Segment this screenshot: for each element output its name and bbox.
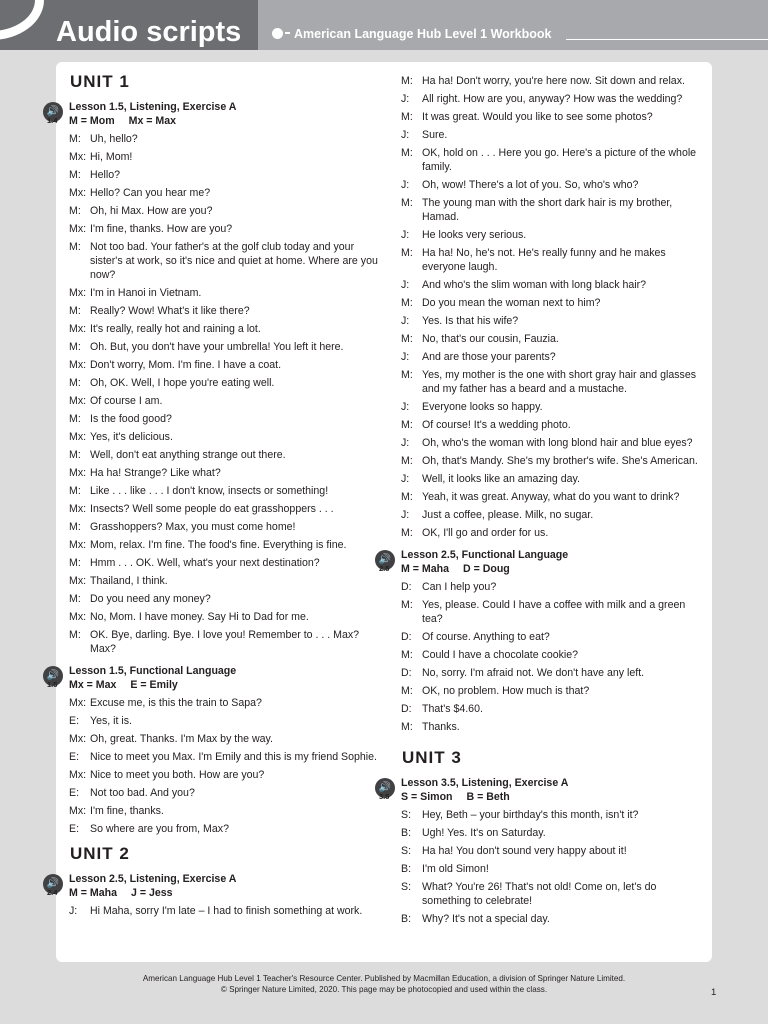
dialogue <box>401 580 703 734</box>
dialogue-text: Really? Wow! What's it like there? <box>90 305 250 317</box>
speaker-label: M: <box>401 599 413 611</box>
dialogue-text: No, Mom. I have money. Say Hi to Dad for me. <box>90 611 309 623</box>
dialogue-line <box>69 448 379 462</box>
dialogue-line <box>69 520 379 534</box>
speaker-label: M: <box>401 455 413 467</box>
lesson-header <box>378 776 703 804</box>
dialogue-text: OK, no problem. How much is that? <box>422 685 590 697</box>
dialogue-line <box>401 436 703 450</box>
dialogue-text: Thanks. <box>422 721 460 733</box>
speaker-label: M: <box>401 369 413 381</box>
lesson-title: Lesson 3.5, Listening, Exercise A <box>401 777 569 789</box>
dialogue <box>69 904 379 918</box>
dialogue-line <box>401 808 703 822</box>
dialogue-text: Just a coffee, please. Milk, no sugar. <box>422 509 594 521</box>
dialogue-line <box>69 484 379 498</box>
dialogue-line <box>69 340 379 354</box>
speaker-label: E: <box>69 787 80 799</box>
character-key <box>69 114 379 128</box>
speaker-label: B: <box>401 913 412 925</box>
dialogue-text: Not too bad. And you? <box>90 787 195 799</box>
speaker-label: M: <box>401 297 413 309</box>
speaker-label: Mx: <box>69 431 87 443</box>
dialogue-text: That's $4.60. <box>422 703 483 715</box>
dialogue-text: Ha ha! Strange? Like what? <box>90 467 221 479</box>
speaker-label: E: <box>69 823 80 835</box>
dialogue-line <box>69 610 379 624</box>
dialogue-text: All right. How are you, anyway? How was the wedding? <box>422 93 683 105</box>
script-section <box>46 872 379 918</box>
dialogue-text: Sure. <box>422 129 448 141</box>
dialogue-line <box>401 418 703 432</box>
speaker-label: M: <box>401 419 413 431</box>
dialogue-line <box>69 132 379 146</box>
footer <box>0 973 768 995</box>
dialogue-line <box>401 296 703 310</box>
dialogue-text: OK, I'll go and order for us. <box>422 527 549 539</box>
dialogue-line <box>401 110 703 124</box>
dialogue-line <box>69 768 379 782</box>
dialogue-text: What? You're 26! That's not old! Come on, let's do something to celebrate! <box>422 881 657 907</box>
dialogue-line <box>69 904 379 918</box>
dialogue <box>69 132 379 656</box>
dialogue-line <box>69 304 379 318</box>
speaker-label: M: <box>69 557 81 569</box>
script-section <box>378 548 703 734</box>
dialogue-line <box>69 822 379 836</box>
dialogue-line <box>401 598 703 626</box>
dialogue-line <box>69 322 379 336</box>
dialogue-line <box>401 278 703 292</box>
speaker-label: Mx: <box>69 395 87 407</box>
dialogue-line <box>401 580 703 594</box>
lesson-header <box>46 100 379 128</box>
dialogue-line <box>69 240 379 282</box>
dialogue-text: Well, don't eat anything strange out there. <box>90 449 286 461</box>
character-key <box>401 562 703 576</box>
dialogue-line <box>69 628 379 656</box>
dialogue-text: I'm fine, thanks. <box>90 805 164 817</box>
dash-icon <box>285 32 290 34</box>
dialogue-text: Grasshoppers? Max, you must come home! <box>90 521 296 533</box>
book-title-text: American Language Hub Level 1 Workbook <box>294 27 552 41</box>
dialogue-text: Oh, that's Mandy. She's my brother's wife. She's American. <box>422 455 698 467</box>
dialogue-line <box>401 74 703 88</box>
dialogue-line <box>69 538 379 552</box>
speaker-label: Mx: <box>69 769 87 781</box>
dialogue-text: It was great. Would you like to see some photos? <box>422 111 653 123</box>
speaker-icon[interactable]: 🔊 <box>375 778 395 798</box>
content-panel <box>46 62 712 962</box>
speaker-label: M: <box>69 205 81 217</box>
dialogue-line <box>401 472 703 486</box>
speaker-label: Mx: <box>69 287 87 299</box>
dialogue-text: Uh, hello? <box>90 133 138 145</box>
dialogue-text: No, that's our cousin, Fauzia. <box>422 333 559 345</box>
speaker-label: D: <box>401 631 412 643</box>
speaker-label: M: <box>69 377 81 389</box>
speaker-icon[interactable]: 🔊 <box>43 874 63 894</box>
header-title-block <box>0 0 258 50</box>
dialogue-line <box>401 880 703 908</box>
dialogue-text: Of course. Anything to eat? <box>422 631 550 643</box>
lesson-title: Lesson 2.5, Functional Language <box>401 549 569 561</box>
dialogue-line <box>69 376 379 390</box>
bullet-icon <box>272 28 283 39</box>
dialogue-line <box>69 750 379 764</box>
dialogue-text: Can I help you? <box>422 581 497 593</box>
dialogue-line <box>69 696 379 710</box>
lesson-title: Lesson 2.5, Listening, Exercise A <box>69 873 237 885</box>
speaker-label: S: <box>401 845 412 857</box>
dialogue-text: And are those your parents? <box>422 351 556 363</box>
dialogue-text: It's really, really hot and raining a lot. <box>90 323 261 335</box>
track-number: 1.5 <box>47 680 58 689</box>
speaker-label: M: <box>401 247 413 259</box>
speaker-label: Mx: <box>69 697 87 709</box>
dialogue-line <box>401 862 703 876</box>
dialogue-line <box>401 400 703 414</box>
dialogue-line <box>69 786 379 800</box>
character-key-1: Mx = Max <box>69 679 117 691</box>
speaker-label: B: <box>401 863 412 875</box>
dialogue-line <box>69 466 379 480</box>
dialogue-text: Hi, Mom! <box>90 151 133 163</box>
dialogue-text: He looks very serious. <box>422 229 527 241</box>
speaker-label: Mx: <box>69 575 87 587</box>
dialogue-line <box>401 196 703 224</box>
dialogue-text: Thailand, I think. <box>90 575 168 587</box>
dialogue-line <box>401 228 703 242</box>
speaker-label: S: <box>401 881 412 893</box>
dialogue <box>401 808 703 926</box>
speaker-label: E: <box>69 715 80 727</box>
speaker-label: Mx: <box>69 223 87 235</box>
dialogue-text: Yeah, it was great. Anyway, what do you want to drink? <box>422 491 680 503</box>
dialogue-line <box>69 732 379 746</box>
speaker-label: M: <box>401 147 413 159</box>
dialogue-line <box>69 222 379 236</box>
dialogue-text: Is the food good? <box>90 413 172 425</box>
character-key-1: S = Simon <box>401 791 453 803</box>
character-key <box>401 790 703 804</box>
speaker-label: M: <box>69 341 81 353</box>
dialogue <box>401 74 703 540</box>
dialogue-text: Don't worry, Mom. I'm fine. I have a coat. <box>90 359 282 371</box>
speaker-label: Mx: <box>69 539 87 551</box>
speaker-label: M: <box>401 527 413 539</box>
dialogue-text: Mom, relax. I'm fine. The food's fine. Everything is fine. <box>90 539 347 551</box>
character-key-2: B = Beth <box>466 791 510 803</box>
unit-heading: UNIT 1 <box>70 72 130 91</box>
speaker-label: Mx: <box>69 503 87 515</box>
speaker-label: M: <box>401 721 413 733</box>
dialogue-text: OK, hold on . . . Here you go. Here's a picture of the whole family. <box>422 147 697 173</box>
lesson-title: Lesson 1.5, Functional Language <box>69 665 237 677</box>
dialogue-line <box>401 844 703 858</box>
dialogue-line <box>69 186 379 200</box>
speaker-label: Mx: <box>69 323 87 335</box>
dialogue-line <box>401 92 703 106</box>
speaker-label: D: <box>401 667 412 679</box>
dialogue-text: Do you need any money? <box>90 593 211 605</box>
dialogue-text: Oh, hi Max. How are you? <box>90 205 213 217</box>
speaker-label: Mx: <box>69 187 87 199</box>
speaker-label: M: <box>401 491 413 503</box>
dialogue-text: And who's the slim woman with long black hair? <box>422 279 647 291</box>
dialogue-text: Of course! It's a wedding photo. <box>422 419 571 431</box>
dialogue-text: Hi Maha, sorry I'm late – I had to finish something at work. <box>90 905 363 917</box>
lesson-header <box>46 664 379 692</box>
character-key-1: M = Mom <box>69 115 115 127</box>
dialogue-text: Hey, Beth – your birthday's this month, isn't it? <box>422 809 639 821</box>
dialogue-line <box>401 314 703 328</box>
dialogue-text: Hello? Can you hear me? <box>90 187 211 199</box>
dialogue-text: Insects? Well some people do eat grasshoppers . . . <box>90 503 334 515</box>
dialogue-line <box>401 684 703 698</box>
left-column <box>46 62 379 922</box>
unit-heading: UNIT 2 <box>70 844 130 863</box>
dialogue-line <box>401 666 703 680</box>
script-section <box>46 664 379 836</box>
speaker-icon[interactable]: 🔊 <box>375 550 395 570</box>
dialogue-line <box>401 702 703 716</box>
dialogue-line <box>69 394 379 408</box>
speaker-label: J: <box>401 279 410 291</box>
dialogue-text: So where are you from, Max? <box>90 823 229 835</box>
dialogue-line <box>69 286 379 300</box>
speaker-label: J: <box>401 229 410 241</box>
speaker-label: D: <box>401 581 412 593</box>
unit-heading: UNIT 3 <box>402 748 462 767</box>
dialogue-text: Nice to meet you both. How are you? <box>90 769 265 781</box>
dialogue-text: Ha ha! No, he's not. He's really funny and he makes everyone laugh. <box>422 247 666 273</box>
dialogue-line <box>69 204 379 218</box>
dialogue-line <box>69 502 379 516</box>
dialogue-line <box>401 368 703 396</box>
dialogue-line <box>69 150 379 164</box>
dialogue-line <box>401 912 703 926</box>
dialogue-line <box>69 358 379 372</box>
dialogue-text: Nice to meet you Max. I'm Emily and this is my friend Sophie. <box>90 751 377 763</box>
dialogue-line <box>69 430 379 444</box>
speaker-label: Mx: <box>69 359 87 371</box>
dialogue-text: Well, it looks like an amazing day. <box>422 473 580 485</box>
speaker-label: J: <box>401 401 410 413</box>
speaker-icon[interactable]: 🔊 <box>43 666 63 686</box>
speaker-label: Mx: <box>69 733 87 745</box>
dialogue-line <box>69 714 379 728</box>
page-number: 1 <box>711 987 717 998</box>
dialogue-text: Yes, it's delicious. <box>90 431 173 443</box>
speaker-label: M: <box>69 449 81 461</box>
speaker-label: M: <box>69 521 81 533</box>
dialogue-line <box>401 128 703 142</box>
speaker-label: S: <box>401 809 412 821</box>
dialogue-text: Oh, wow! There's a lot of you. So, who's who? <box>422 179 639 191</box>
dialogue-text: Ha ha! Don't worry, you're here now. Sit down and relax. <box>422 75 685 87</box>
speaker-label: M: <box>401 75 413 87</box>
speaker-label: M: <box>401 111 413 123</box>
dialogue-text: Could I have a chocolate cookie? <box>422 649 579 661</box>
dialogue-text: Hello? <box>90 169 121 181</box>
speaker-label: J: <box>401 129 410 141</box>
footer-line: © Springer Nature Limited, 2020. This page may be photocopied and used within the class. <box>220 985 548 994</box>
dialogue-text: Why? It's not a special day. <box>422 913 550 925</box>
right-column <box>378 70 703 930</box>
character-key-1: M = Maha <box>401 563 449 575</box>
dialogue-text: Yes, it is. <box>90 715 133 727</box>
speaker-label: M: <box>401 685 413 697</box>
speaker-label: J: <box>401 93 410 105</box>
book-title <box>272 26 551 42</box>
dialogue-text: Ugh! Yes. It's on Saturday. <box>422 827 546 839</box>
character-key-2: Mx = Max <box>128 115 177 127</box>
character-key <box>69 886 379 900</box>
dialogue-text: The young man with the short dark hair is my brother, Hamad. <box>422 197 673 223</box>
dialogue-line <box>401 490 703 504</box>
dialogue-line <box>69 412 379 426</box>
swoosh-decoration <box>0 0 44 40</box>
speaker-label: E: <box>69 751 80 763</box>
dialogue-text: Hmm . . . OK. Well, what's your next destination? <box>90 557 320 569</box>
speaker-label: J: <box>69 905 78 917</box>
speaker-label: M: <box>69 485 81 497</box>
dialogue-text: Oh, great. Thanks. I'm Max by the way. <box>90 733 273 745</box>
dialogue-line <box>401 350 703 364</box>
speaker-label: J: <box>401 509 410 521</box>
character-key-2: E = Emily <box>130 679 178 691</box>
dialogue-line <box>401 826 703 840</box>
dialogue-line <box>401 146 703 174</box>
script-section <box>46 100 379 656</box>
dialogue-line <box>401 508 703 522</box>
character-key-1: M = Maha <box>69 887 117 899</box>
dialogue-text: Oh. But, you don't have your umbrella! You left it here. <box>90 341 344 353</box>
speaker-label: J: <box>401 473 410 485</box>
dialogue-text: I'm old Simon! <box>422 863 489 875</box>
dialogue-text: Oh, who's the woman with long blond hair and blue eyes? <box>422 437 693 449</box>
dialogue-text: Yes. Is that his wife? <box>422 315 519 327</box>
speaker-label: M: <box>69 133 81 145</box>
speaker-label: Mx: <box>69 805 87 817</box>
track-number: 1.4 <box>47 116 58 125</box>
speaker-label: M: <box>69 629 81 641</box>
dialogue-line <box>401 720 703 734</box>
dialogue-text: Yes, please. Could I have a coffee with milk and a green tea? <box>422 599 686 625</box>
track-number: 2.4 <box>47 888 58 897</box>
dialogue-line <box>401 630 703 644</box>
dialogue-text: Of course I am. <box>90 395 163 407</box>
speaker-label: Mx: <box>69 467 87 479</box>
dialogue-text: OK. Bye, darling. Bye. I love you! Remember to . . . Max? Max? <box>90 629 360 655</box>
dialogue-text: Do you mean the woman next to him? <box>422 297 601 309</box>
track-number: 3.5 <box>379 792 390 801</box>
track-number: 2.5 <box>379 564 390 573</box>
dialogue-text: Excuse me, is this the train to Sapa? <box>90 697 262 709</box>
dialogue-line <box>401 332 703 346</box>
speaker-label: M: <box>69 593 81 605</box>
dialogue-text: No, sorry. I'm afraid not. We don't have any left. <box>422 667 645 679</box>
footer-line: American Language Hub Level 1 Teacher's Resource Center. Published by Macmillan Education, a division of Springer Nature Limited. <box>142 974 626 983</box>
character-key-2: J = Jess <box>130 887 173 899</box>
character-key <box>69 678 379 692</box>
dialogue-text: Yes, my mother is the one with short gray hair and glasses and my father has a beard and a mustache. <box>422 369 697 395</box>
speaker-label: M: <box>401 649 413 661</box>
speaker-label: M: <box>69 241 81 253</box>
speaker-label: J: <box>401 179 410 191</box>
speaker-label: M: <box>69 169 81 181</box>
dialogue-line <box>401 178 703 192</box>
dialogue-text: Oh, OK. Well, I hope you're eating well. <box>90 377 275 389</box>
speaker-label: Mx: <box>69 151 87 163</box>
dialogue-line <box>401 526 703 540</box>
page-title: Audio scripts <box>56 16 242 48</box>
dialogue-text: Like . . . like . . . I don't know, insects or something! <box>90 485 329 497</box>
speaker-icon[interactable]: 🔊 <box>43 102 63 122</box>
speaker-label: B: <box>401 827 412 839</box>
header-rule <box>566 39 768 40</box>
page-header <box>0 0 768 50</box>
speaker-label: J: <box>401 315 410 327</box>
dialogue-line <box>401 648 703 662</box>
lesson-header <box>46 872 379 900</box>
dialogue-text: Everyone looks so happy. <box>422 401 543 413</box>
speaker-label: D: <box>401 703 412 715</box>
speaker-label: M: <box>69 413 81 425</box>
speaker-label: M: <box>401 197 413 209</box>
script-section <box>378 776 703 926</box>
dialogue-line <box>69 804 379 818</box>
dialogue-line <box>69 574 379 588</box>
dialogue-line <box>401 454 703 468</box>
dialogue-text: Not too bad. Your father's at the golf club today and your sister's at work, so it's nice and quiet at home. Where are you now? <box>90 241 378 281</box>
speaker-label: J: <box>401 437 410 449</box>
speaker-label: M: <box>401 333 413 345</box>
dialogue-text: I'm in Hanoi in Vietnam. <box>90 287 202 299</box>
dialogue-line <box>401 246 703 274</box>
lesson-title: Lesson 1.5, Listening, Exercise A <box>69 101 237 113</box>
speaker-label: M: <box>69 305 81 317</box>
lesson-header <box>378 548 703 576</box>
speaker-label: J: <box>401 351 410 363</box>
script-section <box>401 74 703 540</box>
dialogue-line <box>69 556 379 570</box>
speaker-label: Mx: <box>69 611 87 623</box>
dialogue-line <box>69 168 379 182</box>
dialogue-line <box>69 592 379 606</box>
dialogue <box>69 696 379 836</box>
character-key-2: D = Doug <box>462 563 510 575</box>
dialogue-text: I'm fine, thanks. How are you? <box>90 223 233 235</box>
dialogue-text: Ha ha! You don't sound very happy about it! <box>422 845 627 857</box>
